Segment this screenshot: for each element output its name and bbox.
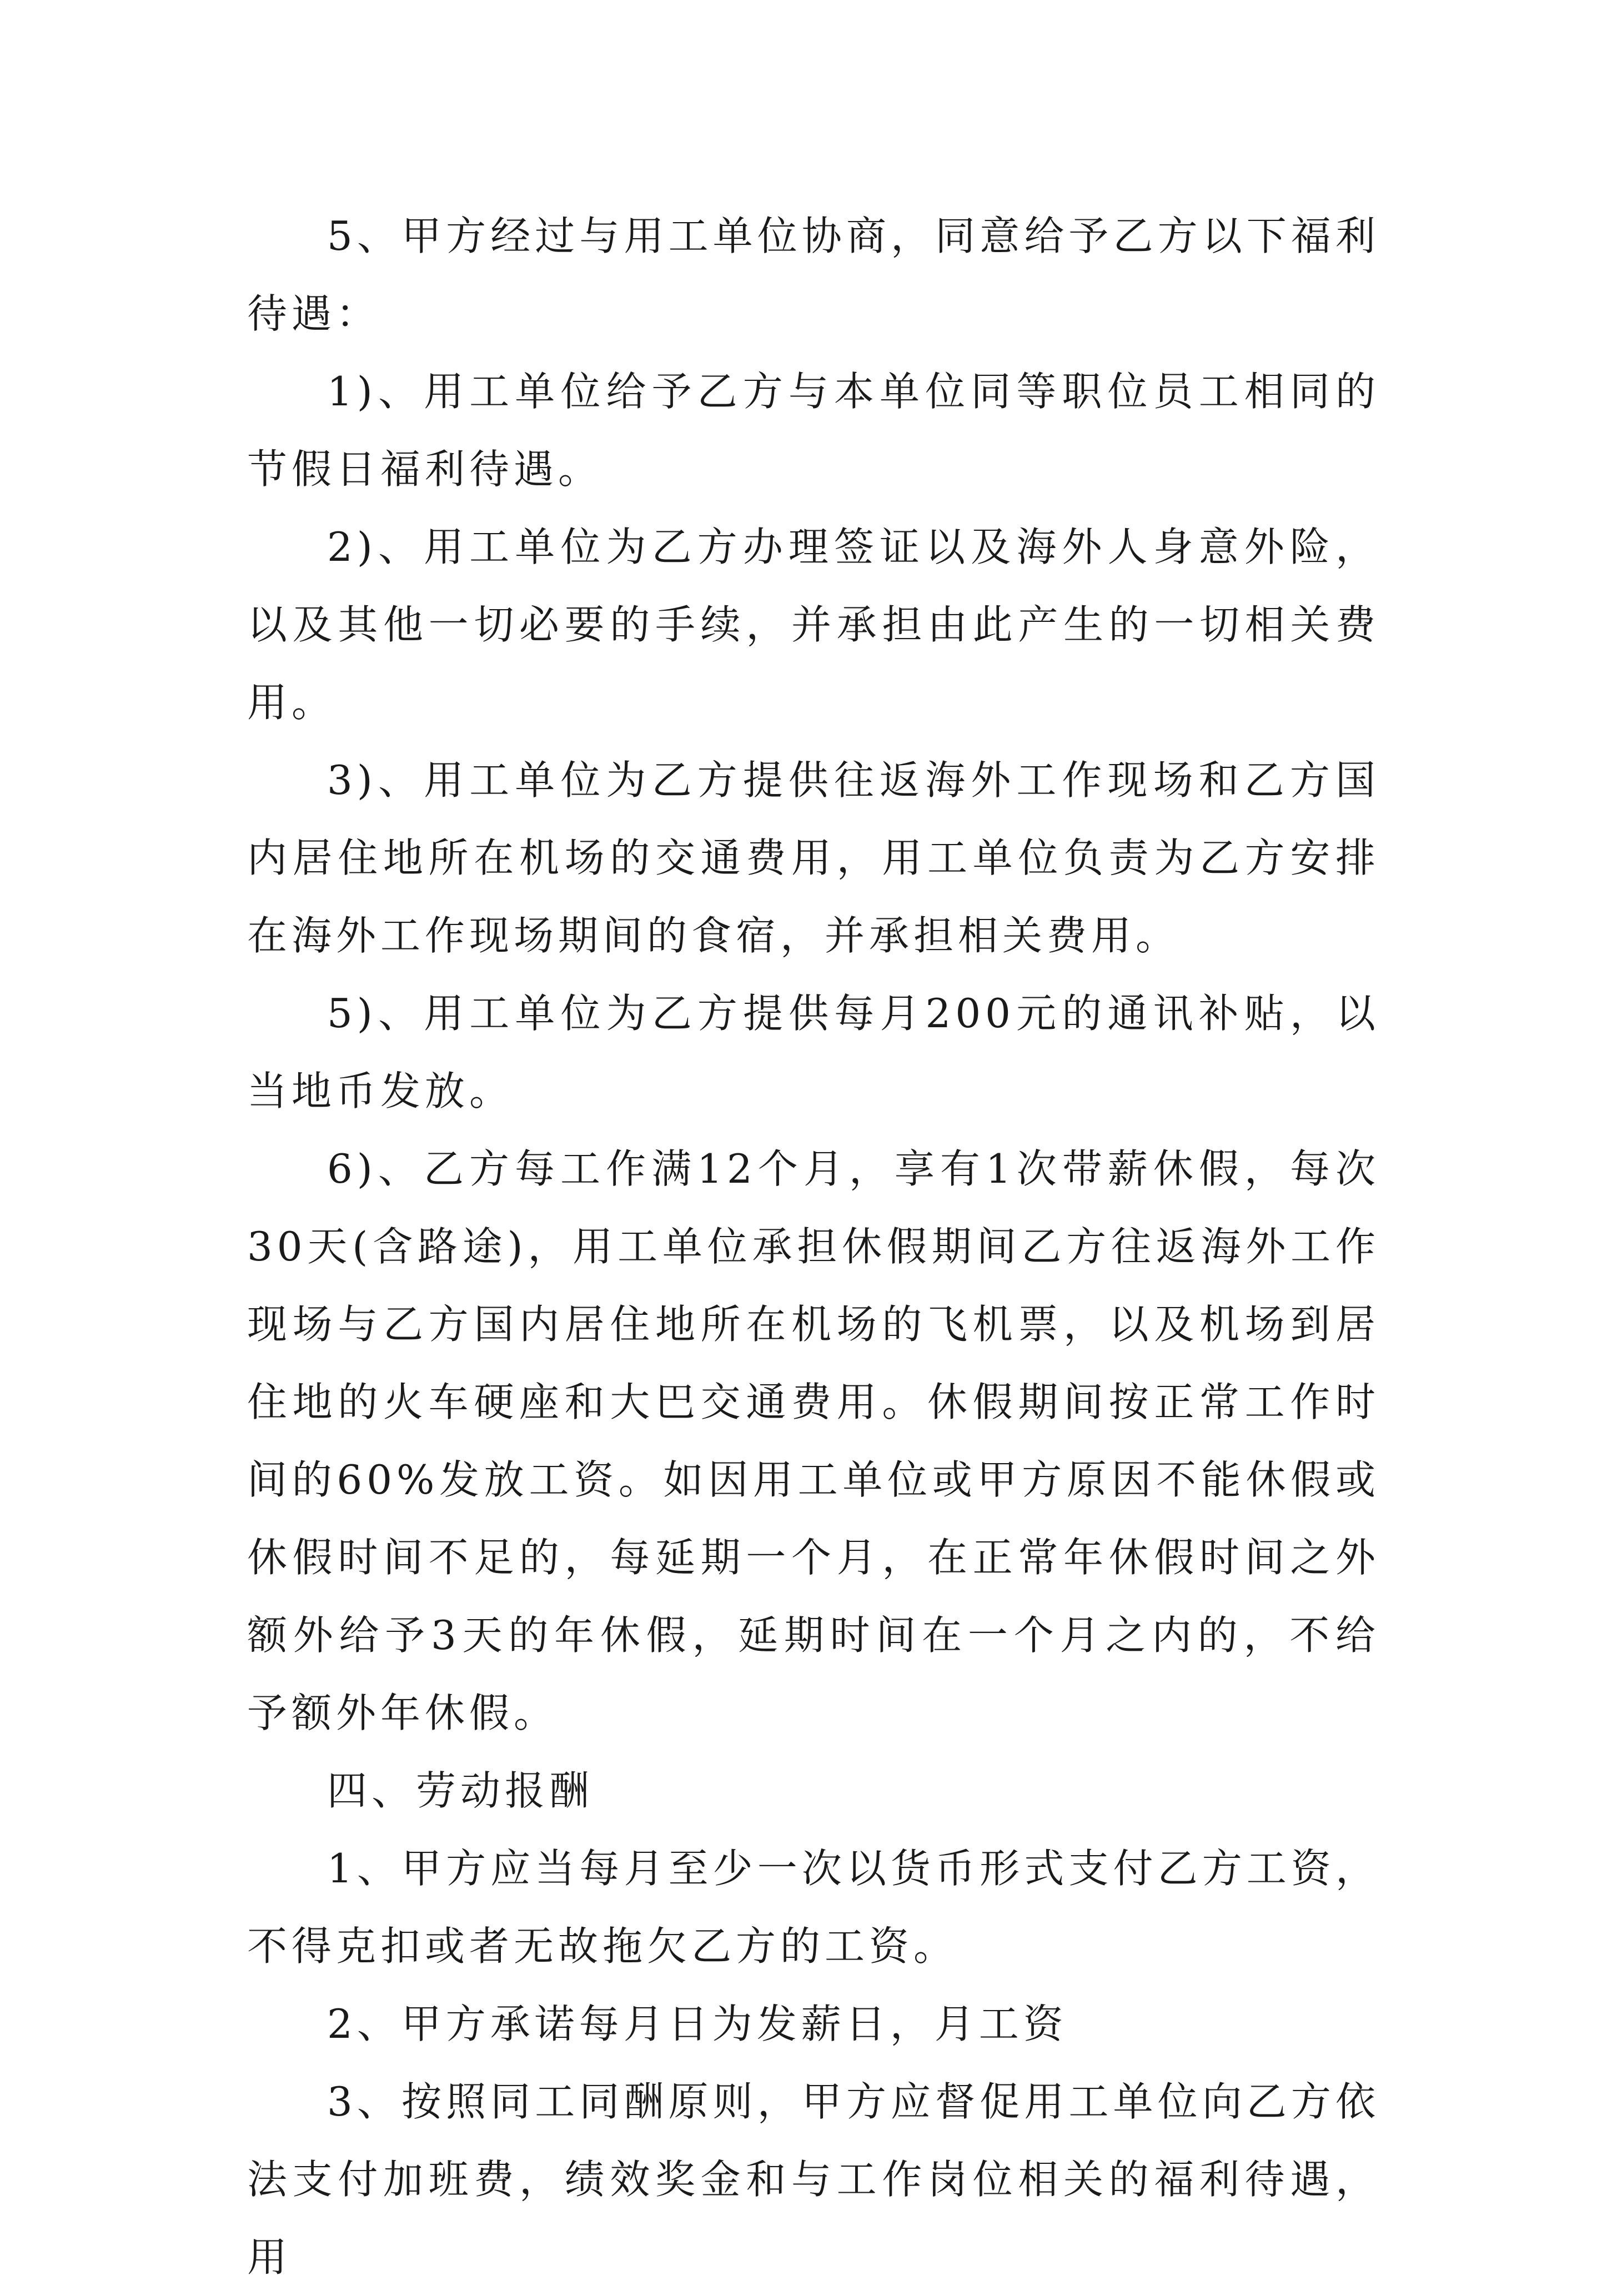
section-heading-remuneration: 四、劳动报酬 (327, 1767, 594, 1814)
document-body (247, 197, 1380, 2296)
paragraph-welfare-2: 2)、用工单位为乙方办理签证以及海外人身意外险，以及其他一切必要的手续，并承担由此产生的一切相关费用。 (247, 524, 1380, 726)
paragraph-pay-1: 1、甲方应当每月至少一次以货币形式支付乙方工资，不得克扣或者无故拖欠乙方的工资。 (247, 1845, 1380, 1970)
paragraph-welfare-intro: 5、甲方经过与用工单位协商，同意给予乙方以下福利待遇： (247, 213, 1380, 337)
paragraph-welfare-3: 3)、用工单位为乙方提供往返海外工作现场和乙方国内居住地所在机场的交通费用，用工单位负责为乙方安排在海外工作现场期间的食宿，并承担相关费用。 (247, 757, 1380, 959)
paragraph-pay-2: 2、甲方承诺每月日为发薪日，月工资 (327, 2001, 1068, 2047)
paragraph-welfare-1: 1)、用工单位给予乙方与本单位同等职位员工相同的节假日福利待遇。 (247, 368, 1380, 493)
paragraph-welfare-5: 5)、用工单位为乙方提供每月200元的通讯补贴，以当地币发放。 (247, 990, 1380, 1114)
paragraph-welfare-6: 6)、乙方每工作满12个月，享有1次带薪休假，每次30天(含路途)，用工单位承担休假期间乙方往返海外工作现场与乙方国内居住地所在机场的飞机票，以及机场到居住地的火车硬座和大巴交通费用。休假期间按正常工作时间的60%发放工资。如因用工单位或甲方原因不能休假或休假时间不足的，每延期一个月，在正常年休假时间之外额外给予3天的年休假，延期时间在一个月之内的，不给予额外年休假。 (247, 1146, 1380, 1736)
paragraph-pay-3: 3、按照同工同酬原则，甲方应督促用工单位向乙方依法支付加班费，绩效奖金和与工作岗位相关的福利待遇，用 (247, 2078, 1380, 2280)
